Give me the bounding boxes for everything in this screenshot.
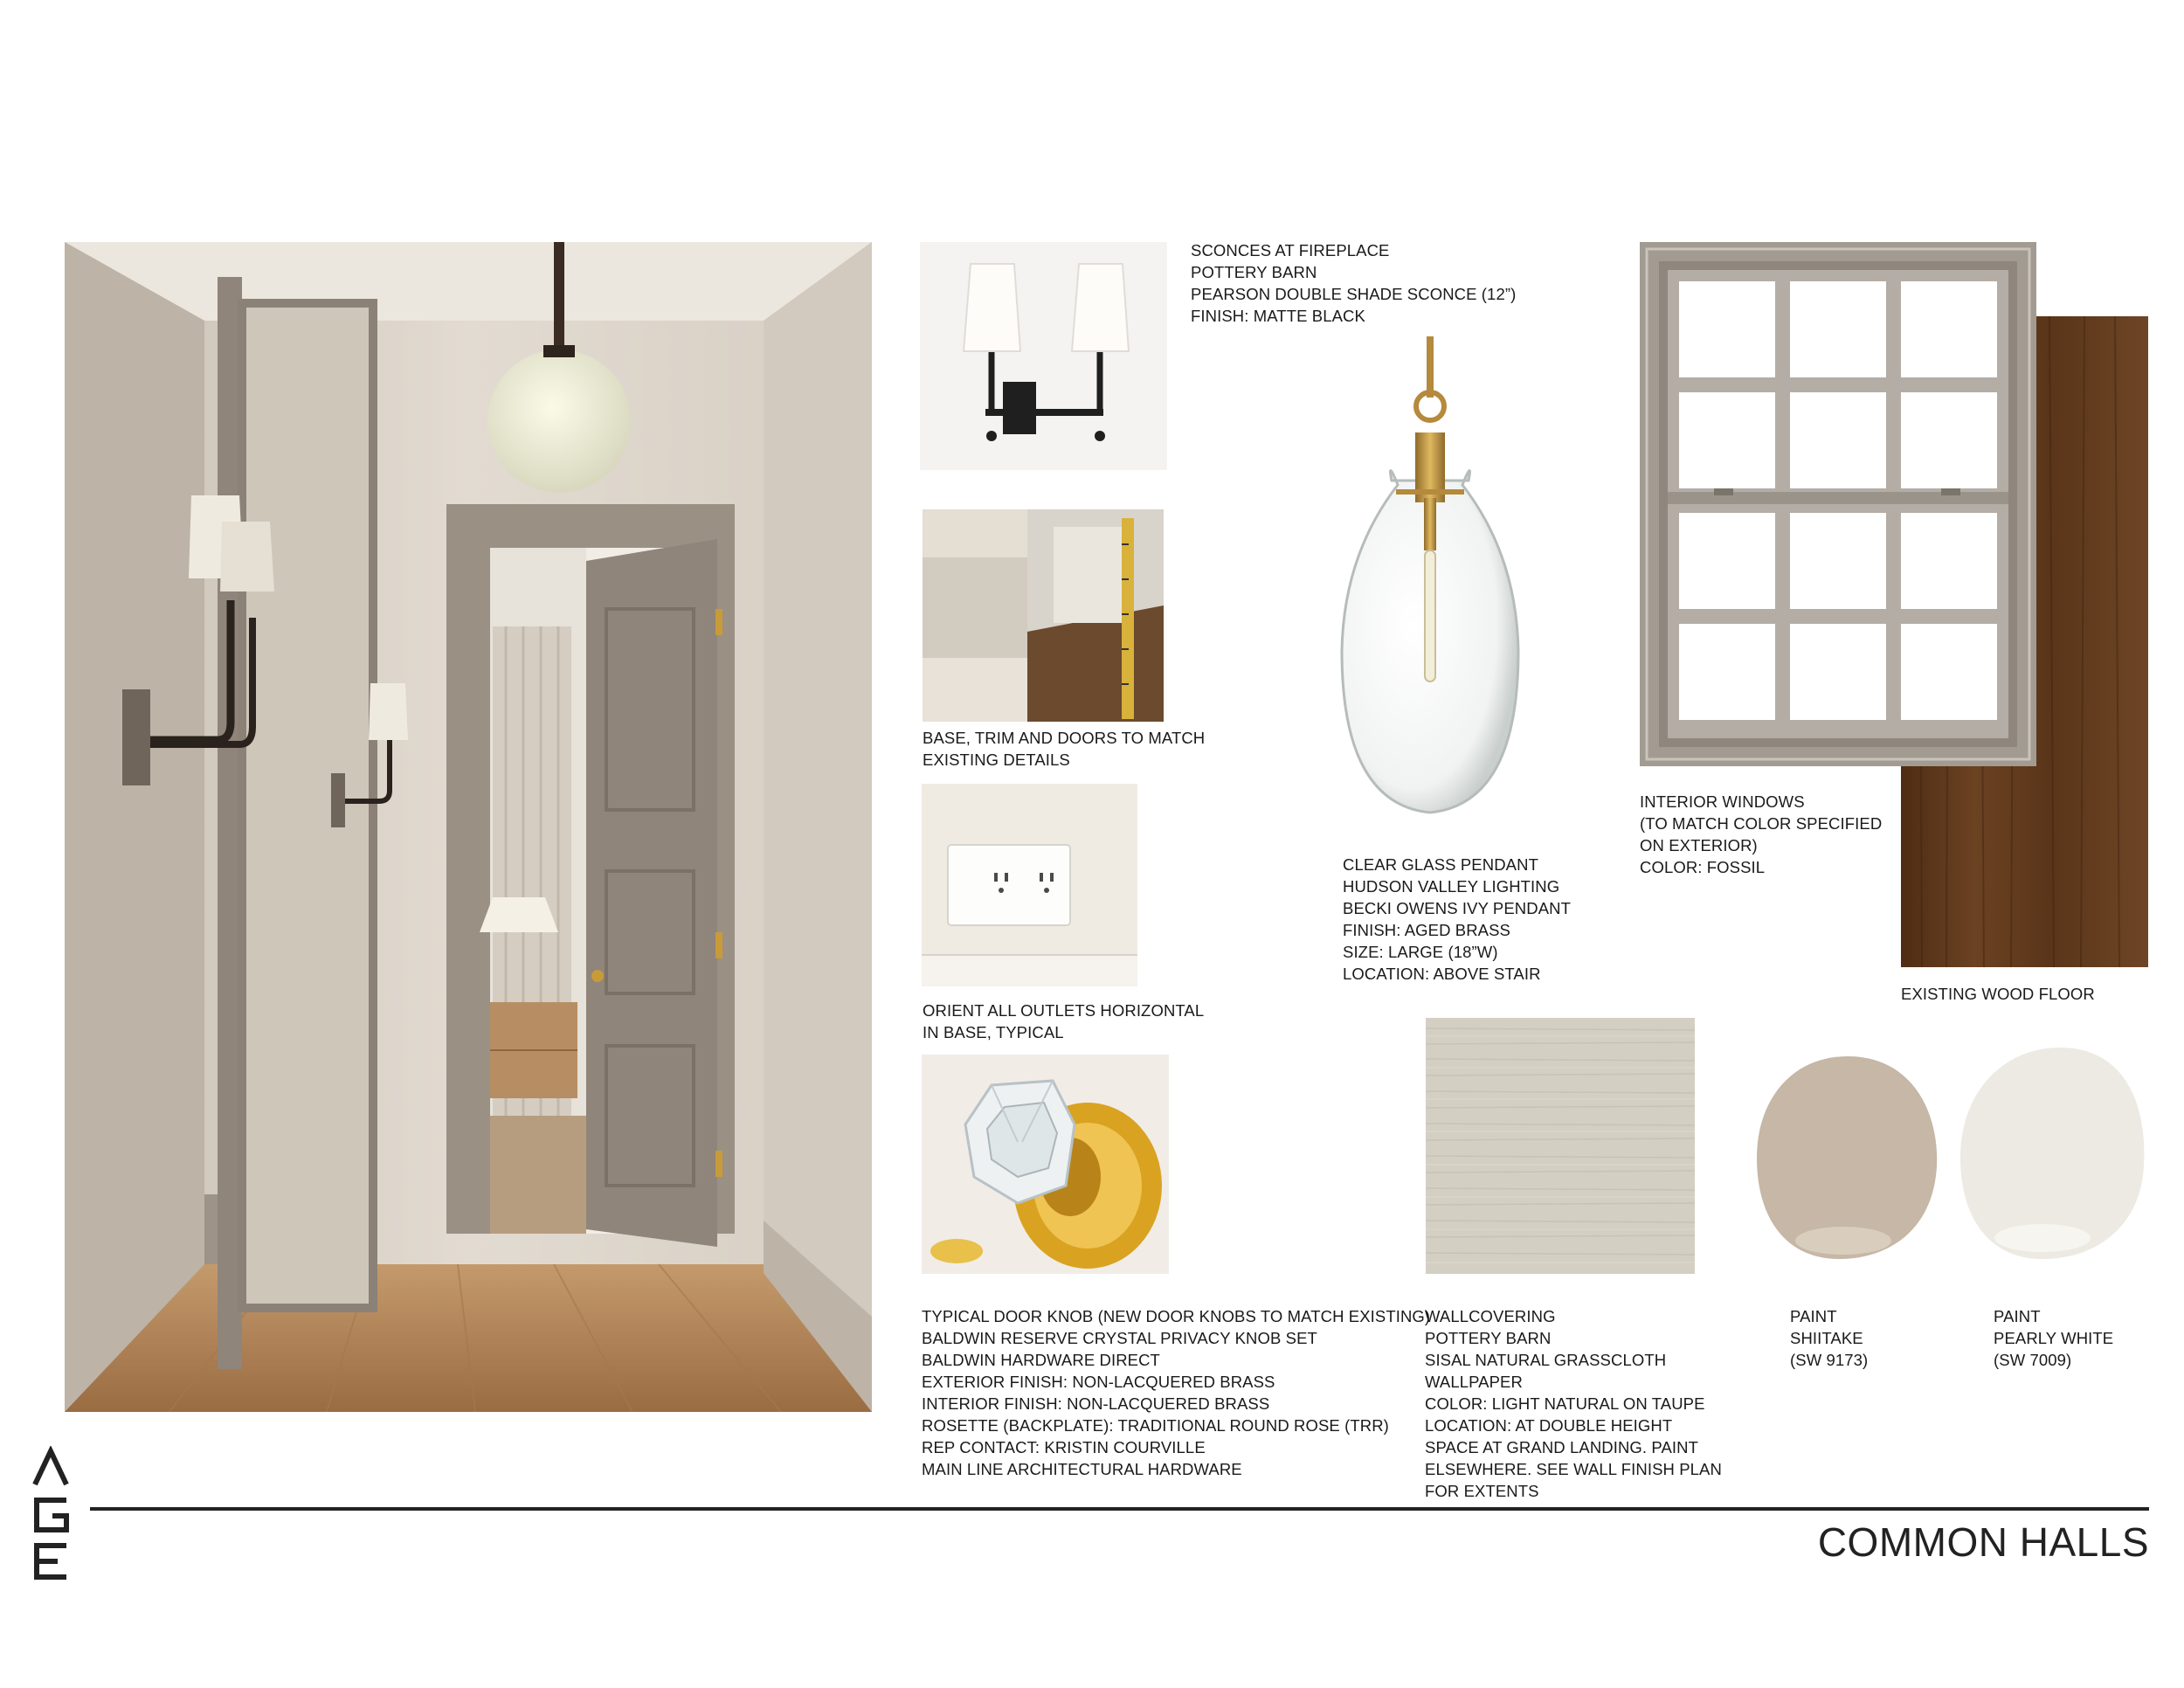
sconce-note-line: FINISH: MATTE BLACK [1191,307,1365,325]
paint-shiitake-note [1790,1305,1868,1371]
sconce-photo [920,242,1167,470]
window-note-line: ON EXTERIOR) [1640,836,1758,854]
outlet-note-line: ORIENT ALL OUTLETS HORIZONTAL [923,1001,1205,1020]
paint-swatch-shiitake [1752,1053,1942,1263]
pendant-note-line: LOCATION: ABOVE STAIR [1343,965,1541,983]
door-knob-note-line: EXTERIOR FINISH: NON-LACQUERED BRASS [922,1373,1275,1391]
door-knob-note-line: ROSETTE (BACKPLATE): TRADITIONAL ROUND ROSE (TRR) [922,1416,1389,1435]
door-knob-note-line: MAIN LINE ARCHITECTURAL HARDWARE [922,1460,1242,1478]
door-knob-note [922,1305,1430,1480]
sconce-note-line: PEARSON DOUBLE SHADE SCONCE (12”) [1191,285,1517,303]
window-elevation [1640,242,2036,766]
wallcovering-note-line: COLOR: LIGHT NATURAL ON TAUPE [1425,1394,1705,1413]
base-trim-photo [923,509,1164,722]
paint-pearly-note-line: PAINT [1994,1307,2041,1325]
wallcovering-note-line: SISAL NATURAL GRASSCLOTH [1425,1351,1667,1369]
hallway-photo [65,242,872,1412]
paint-shiitake-note-line: (SW 9173) [1790,1351,1869,1369]
window-note-line: (TO MATCH COLOR SPECIFIED [1640,814,1883,833]
sconce-note-line: SCONCES AT FIREPLACE [1191,241,1390,259]
wallcovering-note-line: LOCATION: AT DOUBLE HEIGHT [1425,1416,1673,1435]
outlet-note-line: IN BASE, TYPICAL [923,1023,1064,1041]
wood-floor-note [1901,983,2095,1005]
window-note-line: COLOR: FOSSIL [1640,858,1766,876]
window-note-line: INTERIOR WINDOWS [1640,792,1805,811]
door-knob-note-line: TYPICAL DOOR KNOB (NEW DOOR KNOBS TO MATCH EXISTING) [922,1307,1431,1325]
pendant-note [1343,854,1571,985]
wallcovering-note-line: SPACE AT GRAND LANDING. PAINT [1425,1438,1699,1456]
pendant-note-line: BECKI OWENS IVY PENDANT [1343,899,1572,917]
door-knob-photo [922,1055,1169,1274]
footer-rule [90,1507,2149,1511]
pendant-photo [1335,336,1525,821]
paint-pearly-note-line: (SW 7009) [1994,1351,2072,1369]
pendant-note-line: HUDSON VALLEY LIGHTING [1343,877,1560,896]
pendant-note-line: SIZE: LARGE (18”W) [1343,943,1498,961]
paint-shiitake-note-line: PAINT [1790,1307,1837,1325]
wallcovering-note-line: ELSEWHERE. SEE WALL FINISH PLAN [1425,1460,1722,1478]
door-knob-note-line: BALDWIN HARDWARE DIRECT [922,1351,1160,1369]
paint-swatch-pearly-white [1955,1044,2149,1263]
wood-floor-note-line: EXISTING WOOD FLOOR [1901,985,2095,1003]
door-knob-note-line: REP CONTACT: KRISTIN COURVILLE [922,1438,1206,1456]
base-trim-note-line: BASE, TRIM AND DOORS TO MATCH [923,729,1206,747]
wallcovering-note-line: POTTERY BARN [1425,1329,1552,1347]
sconce-note [1191,239,1516,327]
wallcovering-note [1425,1305,1722,1502]
wallcovering-swatch [1426,1018,1695,1274]
sconce-note-line: POTTERY BARN [1191,263,1317,281]
paint-pearly-note [1994,1305,2113,1371]
page-title: COMMON HALLS [1817,1519,2149,1565]
outlet-photo [922,784,1137,986]
door-knob-note-line: INTERIOR FINISH: NON-LACQUERED BRASS [922,1394,1270,1413]
outlet-note [923,1000,1204,1043]
base-trim-note [923,727,1205,771]
base-trim-note-line: EXISTING DETAILS [923,751,1070,769]
paint-shiitake-note-line: SHIITAKE [1790,1329,1863,1347]
pendant-note-line: CLEAR GLASS PENDANT [1343,855,1538,874]
wallcovering-note-line: WALLPAPER [1425,1373,1523,1391]
wallcovering-note-line: FOR EXTENTS [1425,1482,1539,1500]
wallcovering-note-line: WALLCOVERING [1425,1307,1556,1325]
paint-pearly-note-line: PEARLY WHITE [1994,1329,2114,1347]
pendant-note-line: FINISH: AGED BRASS [1343,921,1510,939]
logo [31,1446,72,1582]
window-note [1640,791,1882,878]
door-knob-note-line: BALDWIN RESERVE CRYSTAL PRIVACY KNOB SET [922,1329,1317,1347]
